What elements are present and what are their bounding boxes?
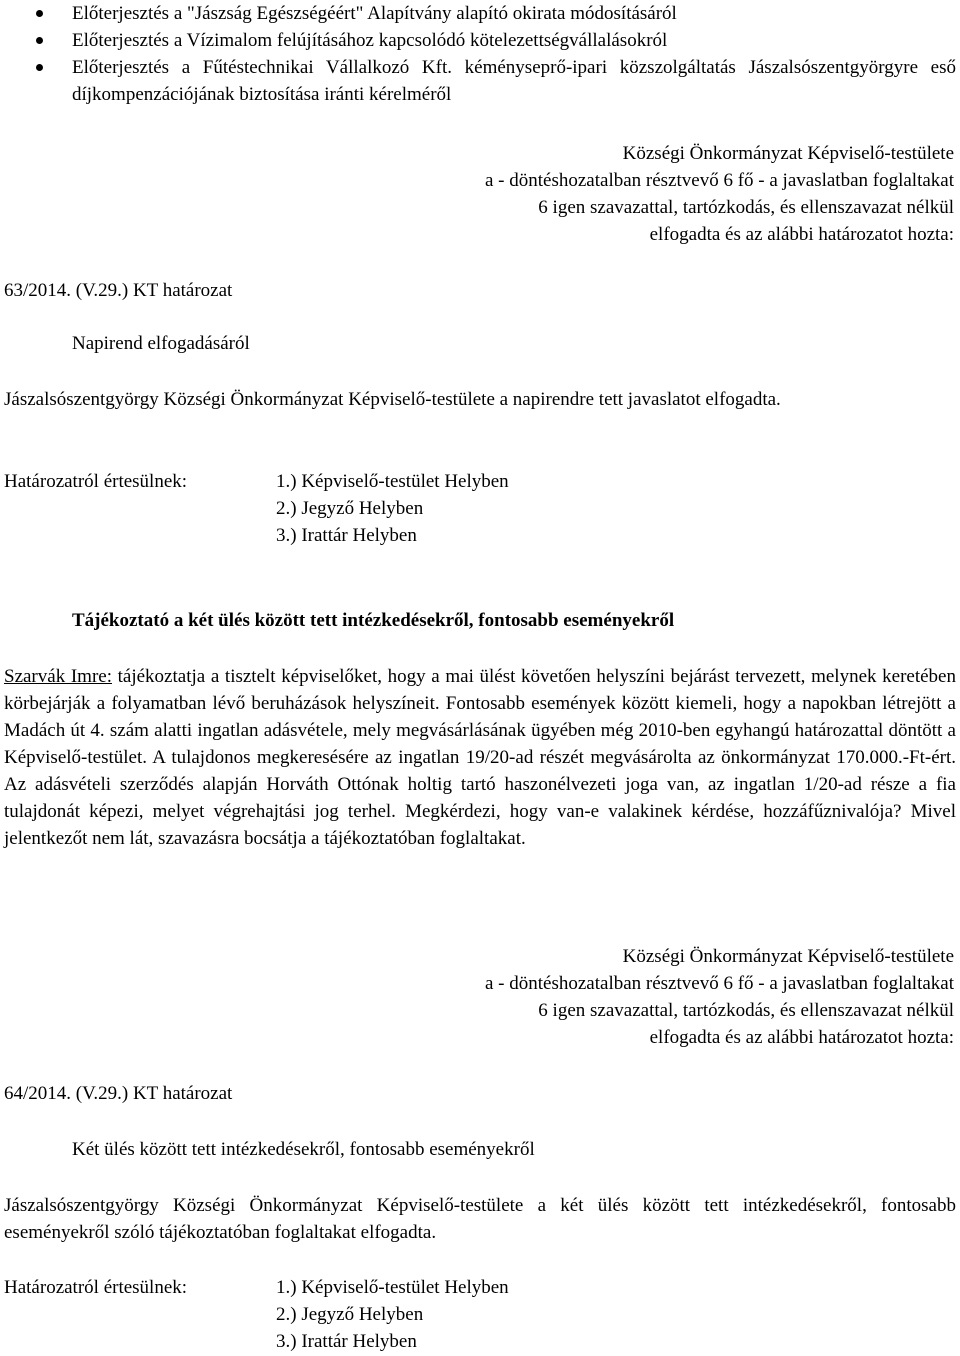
vote-line: 6 igen szavazattal, tartózkodás, és ellenszavazat nélkül	[538, 197, 954, 218]
vote-line: Községi Önkormányzat Képviselő-testülete	[622, 143, 954, 164]
notification-recipient: 1.) Képviselő-testület Helyben	[276, 1277, 509, 1298]
section-body: tájékoztatja a tisztelt képviselőket, hogy a mai ülést követően helyszíni bejárást tervezett, melynek keretében körbejárják a folyamatban lévő beruházások helyszíneit. Fontosabb események között kiemeli, hogy a napokban létrejött a Madách út 4. szám alatti ingatlan adásvétele, mely megvásárlásának ügyében még 2010-ben egyhangú határozattal döntött a Képviselő-testület. A tulajdonos megkeresésére az ingatlan 19/20-ad részét megvásárolta az önkormányzat 170.000.-Ft-ért. Az adásvételi szerződés alapján Horváth Ottónak holtig tartó haszonélvezeti joga van, az ingatlan 1/20-ad része a fia tulajdonát képezi, melyet végrehajtási jog terhel. Megkérdezi, hogy van-e valakinek kérdése, hozzáfűznivalója? Mivel jelentkezőt nem lát, szavazásra bocsátja a tájékoztatóban foglaltakat.	[4, 666, 956, 849]
vote-line: a - döntéshozatalban résztvevő 6 fő - a javaslatban foglaltakat	[485, 973, 954, 994]
vote-block	[314, 140, 954, 248]
notification-recipient: 2.) Jegyző Helyben	[276, 498, 424, 519]
resolution-text: Jászalsószentgyörgy Községi Önkormányzat Képviselő-testülete a két ülés között tett intézkedésekről, fontosabb eseményekről szóló tájékoztatóban foglaltakat elfogadta.	[4, 1195, 956, 1243]
agenda-item: Előterjesztés a Vízimalom felújításához kapcsolódó kötelezettségvállalásokról	[0, 27, 960, 54]
vote-line: elfogadta és az alábbi határozatot hozta:	[649, 224, 954, 245]
vote-line: a - döntéshozatalban résztvevő 6 fő - a javaslatban foglaltakat	[485, 170, 954, 191]
speaker-name: Szarvák Imre:	[4, 666, 112, 687]
notification-label: Határozatról értesülnek:	[4, 1277, 188, 1298]
notification-label: Határozatról értesülnek:	[4, 471, 188, 492]
resolution-subject: Napirend elfogadásáról	[72, 333, 250, 354]
agenda-item: Előterjesztés a "Jászság Egészségéért" Alapítvány alapító okirata módosításáról	[0, 0, 960, 27]
vote-block	[314, 943, 954, 1051]
notification-recipient: 3.) Irattár Helyben	[276, 1331, 417, 1352]
notification-recipient: 1.) Képviselő-testület Helyben	[276, 471, 509, 492]
vote-line: Községi Önkormányzat Képviselő-testülete	[622, 946, 954, 967]
vote-line: elfogadta és az alábbi határozatot hozta:	[649, 1027, 954, 1048]
notification-recipient: 2.) Jegyző Helyben	[276, 1304, 424, 1325]
section-title: Tájékoztató a két ülés között tett intézkedésekről, fontosabb eseményekről	[72, 610, 675, 631]
resolution-subject: Két ülés között tett intézkedésekről, fontosabb eseményekről	[72, 1139, 535, 1160]
resolution-text: Jászalsószentgyörgy Községi Önkormányzat Képviselő-testülete a napirendre tett javaslatot elfogadta.	[4, 389, 781, 410]
section-text	[4, 663, 956, 852]
agenda-item: Előterjesztés a Fűtéstechnikai Vállalkozó Kft. kéményseprő-ipari közszolgáltatás Jászalsószentgyörgyre eső díjkompenzációjának biztosítása iránti kérelméről	[0, 54, 960, 108]
notification-recipient: 3.) Irattár Helyben	[276, 525, 417, 546]
resolution-number: 64/2014. (V.29.) KT határozat	[4, 1083, 233, 1104]
agenda-bullet-list	[0, 0, 960, 108]
resolution-number: 63/2014. (V.29.) KT határozat	[4, 280, 233, 301]
vote-line: 6 igen szavazattal, tartózkodás, és ellenszavazat nélkül	[538, 1000, 954, 1021]
